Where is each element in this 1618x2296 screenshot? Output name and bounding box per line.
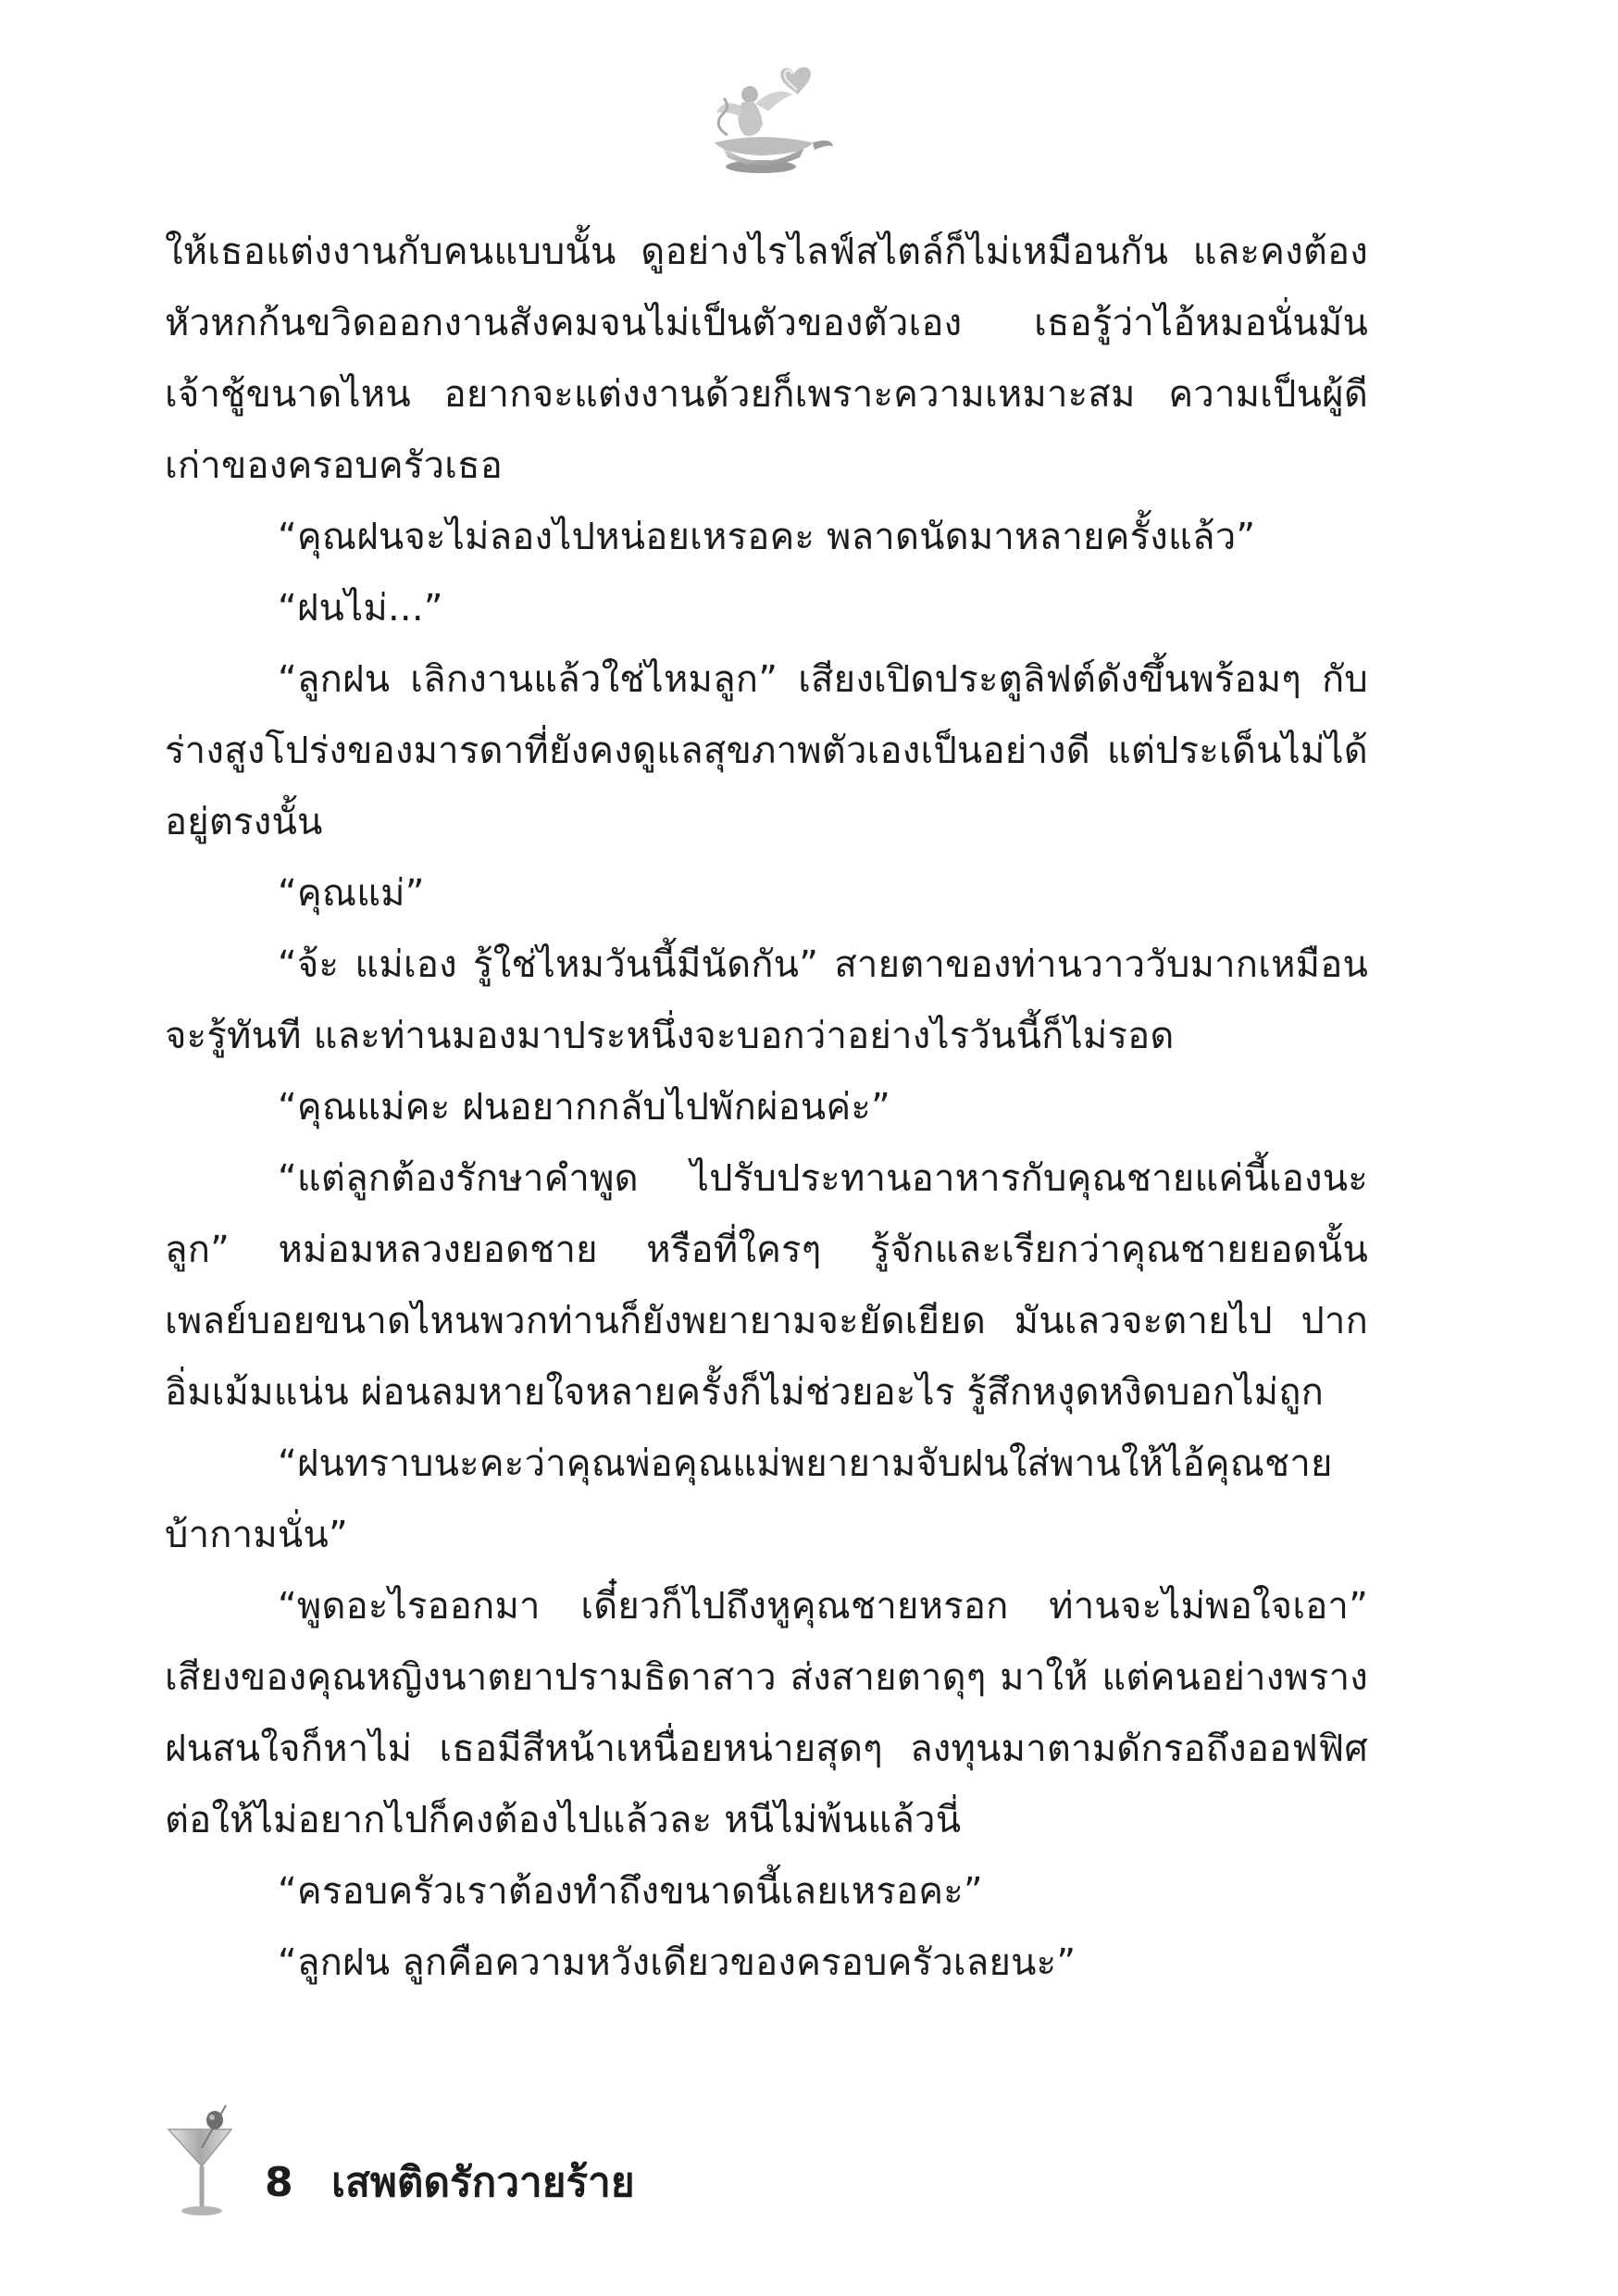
paragraph: “แต่ลูกต้องรักษาคำพูด ไปรับประทานอาหารกับคุณชายแค่นี้เองนะลูก” หม่อมหลวงยอดชาย หรือที่ใครๆ รู้จักและเรียกว่าคุณชายยอดนั้นเพลย์บอยขนาดไหนพวกท่านก็ยังพยายามจะยัดเยียด มันเลวจะตายไป ปากอิ่มเม้มแน่น ผ่อนลมหายใจหลายครั้งก็ไม่ช่วยอะไร รู้สึกหงุดหงิดบอกไม่ถูก (165, 1157, 1368, 1414)
page-footer (165, 2102, 905, 2222)
paragraph: ให้เธอแต่งงานกับคนแบบนั้น ดูอย่างไรไลฟ์สไตล์ก็ไม่เหมือนกัน และคงต้องหัวหกก้นขวิดออกงานสังคมจนไม่เป็นตัวของตัวเอง เธอรู้ว่าไอ้หมอนั่นมันเจ้าชู้ขนาดไหน อยากจะแต่งงานด้วยก็เพราะความเหมาะสม ความเป็นผู้ดีเก่าของครอบครัวเธอ (165, 231, 1368, 487)
paragraph: “พูดอะไรออกมา เดี๋ยวก็ไปถึงหูคุณชายหรอก ท่านจะไม่พอใจเอา” เสียงของคุณหญิงนาตยาปรามธิดาสาว ส่งสายตาดุๆ มาให้ แต่คนอย่างพรางฝนสนใจก็หาไม่ เธอมีสีหน้าเหนื่อยหน่ายสุดๆ ลงทุนมาตามดักรอถึงออฟฟิศ ต่อให้ไม่อยากไปก็คงต้องไปแล้วละ หนีไม่พ้นแล้วนี่ (165, 1585, 1368, 1841)
cocktail-glass-icon (165, 2102, 244, 2222)
paragraph: “คุณแม่” (278, 872, 425, 915)
paragraph: “ลูกฝน เลิกงานแล้วใช่ไหมลูก” เสียงเปิดประตูลิฟต์ดังขึ้นพร้อมๆ กับร่างสูงโปร่งของมารดาที่ยังคงดูแลสุขภาพตัวเองเป็นอย่างดี แต่ประเด็นไม่ได้อยู่ตรงนั้น (165, 658, 1368, 843)
page-number: 8 (265, 2159, 293, 2206)
paragraph: “ฝนทราบนะคะว่าคุณพ่อคุณแม่พยายามจับฝนใส่พานให้ไอ้คุณชายบ้ากามนั่น” (165, 1442, 1333, 1556)
paragraph: “คุณแม่คะ ฝนอยากกลับไปพักผ่อนค่ะ” (278, 1086, 891, 1129)
paragraph: “จ้ะ แม่เอง รู้ใช่ไหมวันนี้มีนัดกัน” สายตาของท่านวาววับมากเหมือนจะรู้ทันที และท่านมองมาประหนึ่งจะบอกว่าอย่างไรวันนี้ก็ไม่รอด (165, 943, 1368, 1057)
book-title: เสพติดรักวายร้าย (331, 2159, 635, 2206)
body-text (165, 217, 1368, 1999)
paragraph: “ฝนไม่...” (278, 587, 443, 630)
paragraph: “ครอบครัวเราต้องทำถึงขนาดนี้เลยเหรอคะ” (278, 1870, 983, 1913)
paragraph: “คุณฝนจะไม่ลองไปหน่อยเหรอคะ พลาดนัดมาหลายครั้งแล้ว” (278, 516, 1256, 558)
paragraph: “ลูกฝน ลูกคือความหวังเดียวของครอบครัวเลยนะ” (278, 1941, 1077, 1984)
cupid-lamp-ornament-icon (696, 57, 835, 178)
